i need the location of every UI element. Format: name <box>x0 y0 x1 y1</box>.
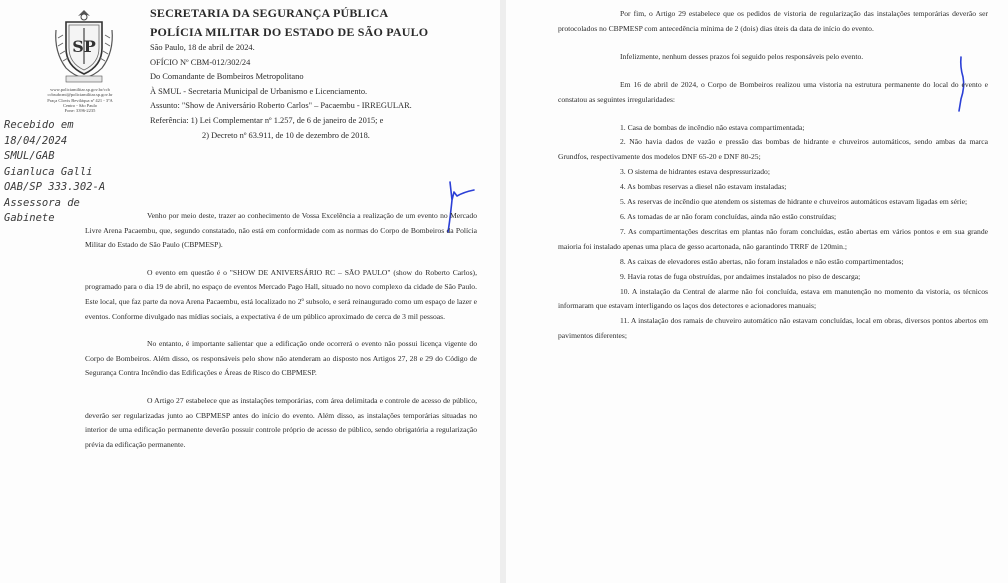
oficio-number: OFÍCIO Nº CBM-012/302/24 <box>150 57 251 67</box>
letter-date: São Paulo, 18 de abril de 2024. <box>150 43 255 52</box>
address-line: Praça Clovis Beviláqua nº 421 - 3ºA <box>47 97 113 103</box>
paragraph: O evento em questão é o "SHOW DE ANIVERSÁRIO RC – SÃO PAULO" (show do Roberto Carlos), programado para o dia 19 de abril, no espaço de eventos Mercado Pago Hall, situado no novo complexo da cidade de São Paulo. Este local, que faz parte da nova Arena Pacaembu, está localizado no 2º subsolo, e será reinaugurado como um espaço de lazer e eventos. Conforme divulgado nas mídias sociais, a expectativa é de um público aproximado de cerca de 3 mil pessoas. <box>85 267 477 321</box>
handwritten-line: OAB/SP 333.302-A <box>4 181 106 193</box>
list-item: 5. As reservas de incêndio que atendem os sistemas de hidrante e chuveiros automáticos estavam ligadas em série; <box>620 197 968 207</box>
letter-header <box>150 5 490 143</box>
paragraph: Por fim, o Artigo 29 estabelece que os pedidos de vistoria de regularização das instalações temporárias deverão ser protocolados no CBPMESP com antecedência mínima de 2 (dois) dias úteis da data de início do evento. <box>558 9 988 33</box>
handwritten-line: Gianluca Galli <box>4 165 93 178</box>
address-line: www.policiamilitar.sp.gov.br/ccb <box>50 87 110 92</box>
paragraph: O Artigo 27 estabelece que as instalações temporárias, com área delimitada e controle de acesso de público, deverão ser regularizadas junto ao CBPMESP antes do início do evento. Além disso, as instalações temporárias situadas no interior de uma edificação permanente deverão possuir controle próprio de acesso de público, sendo obrigatória a regularização prévia da edificação permanente. <box>85 395 477 449</box>
list-item: 10. A instalação da Central de alarme não foi concluída, estava em manutenção no momento da vistoria, os técnicos informaram que estavam interligando os laços dos detectores e acionadores manuais; <box>558 286 988 311</box>
list-item: 8. As caixas de elevadores estão abertas, não foram instalados e não estão compartimentados; <box>620 256 904 266</box>
sender: Do Comandante de Bombeiros Metropolitano <box>150 72 304 82</box>
list-item: 6. As tomadas de ar não foram concluídas, ainda não estão construídas; <box>620 211 837 221</box>
handwritten-line: Gabinete <box>4 212 55 224</box>
reference-2: 2) Decreto nº 63.911, de 10 de dezembro de 2018. <box>202 130 370 140</box>
letter-body-left <box>85 209 477 452</box>
paragraph: Infelizmente, nenhum desses prazos foi seguido pelos responsáveis pelo evento. <box>620 51 864 61</box>
paragraph: Venho por meio deste, trazer ao conhecimento de Vossa Excelência a realização de um evento no Mercado Livre Arena Pacaembu, que, segundo constatado, não está em conformidade com as normas do Corpo de Bombeiros da Polícia Militar do Estado de São Paulo (CBPMESP). <box>85 211 477 250</box>
org-title-secretaria: SECRETARIA DA SEGURANÇA PÚBLICA <box>150 6 389 20</box>
state-coat-of-arms-icon <box>52 8 116 84</box>
recipient: À SMUL - Secretaria Municipal de Urbanismo e Licenciamento. <box>150 86 368 96</box>
handwritten-line: SMUL/GAB <box>4 150 55 162</box>
list-item: 9. Havia rotas de fuga obstruídas, por andaimes instalados no piso de descarga; <box>620 271 861 281</box>
paragraph: Em 16 de abril de 2024, o Corpo de Bombeiros realizou uma vistoria na estrutura permanente do local do evento e constatou as seguintes irregularidades: <box>558 79 988 104</box>
list-item: 4. As bombas reservas a diesel não estavam instaladas; <box>620 182 787 192</box>
document-page-right <box>506 0 1008 583</box>
handwritten-line: 18/04/2024 <box>4 134 68 147</box>
address-block <box>20 87 140 113</box>
address-line: ccbsubcmt@policiamilitar.sp.gov.br <box>47 92 113 98</box>
list-item: 2. Não havia dados de vazão e pressão das bombas de hidrante e chuveiros automáticos, sendo ambas da marca Grundfos, respectivamente dos modelos DNF 65-20 e DNF 80-25; <box>558 137 988 162</box>
list-item: 1. Casa de bombas de incêndio não estava compartimentada; <box>620 122 805 132</box>
crest-sp-text: SP <box>72 37 96 56</box>
address-line: Fone: 3396-2235 <box>64 108 96 114</box>
list-item: 11. A instalação dos ramais de chuveiro automático não estavam concluídas, local em obras, diversos pontos abertos em pavimentos diferentes; <box>558 316 988 341</box>
document-page-left <box>0 0 500 583</box>
paragraph: No entanto, é importante salientar que a edificação onde ocorrerá o evento não possui licença vigente do Corpo de Bombeiros. Além disso, os responsáveis pelo show não atenderam ao disposto nos Artigos 27, 28 e 29 do Código de Segurança Contra Incêndio das Edificações e Áreas de Risco do CBPMESP. <box>85 339 477 378</box>
irregularities-list <box>558 121 988 345</box>
reference-1: Referência: 1) Lei Complementar nº 1.257, de 6 de janeiro de 2015; e <box>150 115 384 125</box>
handwritten-line: Recebido em <box>4 119 74 131</box>
org-title-policia: POLÍCIA MILITAR DO ESTADO DE SÃO PAULO <box>150 25 429 39</box>
address-line: Centro - São Paulo <box>62 102 98 108</box>
list-item: 3. O sistema de hidrantes estava despressurizado; <box>620 167 770 177</box>
subject: Assunto: "Show de Aniversário Roberto Carlos" – Pacaembu - IRREGULAR. <box>150 101 412 111</box>
list-item: 7. As compartimentações descritas em plantas não foram concluídas, estão abertas em vários pontos e em sua grande maioria foi instalado apenas uma placa de gesso acartonada, não garantindo TRRF de 120min.; <box>558 226 988 251</box>
handwritten-line: Assessora de <box>4 196 80 209</box>
letter-body-right <box>558 7 988 344</box>
